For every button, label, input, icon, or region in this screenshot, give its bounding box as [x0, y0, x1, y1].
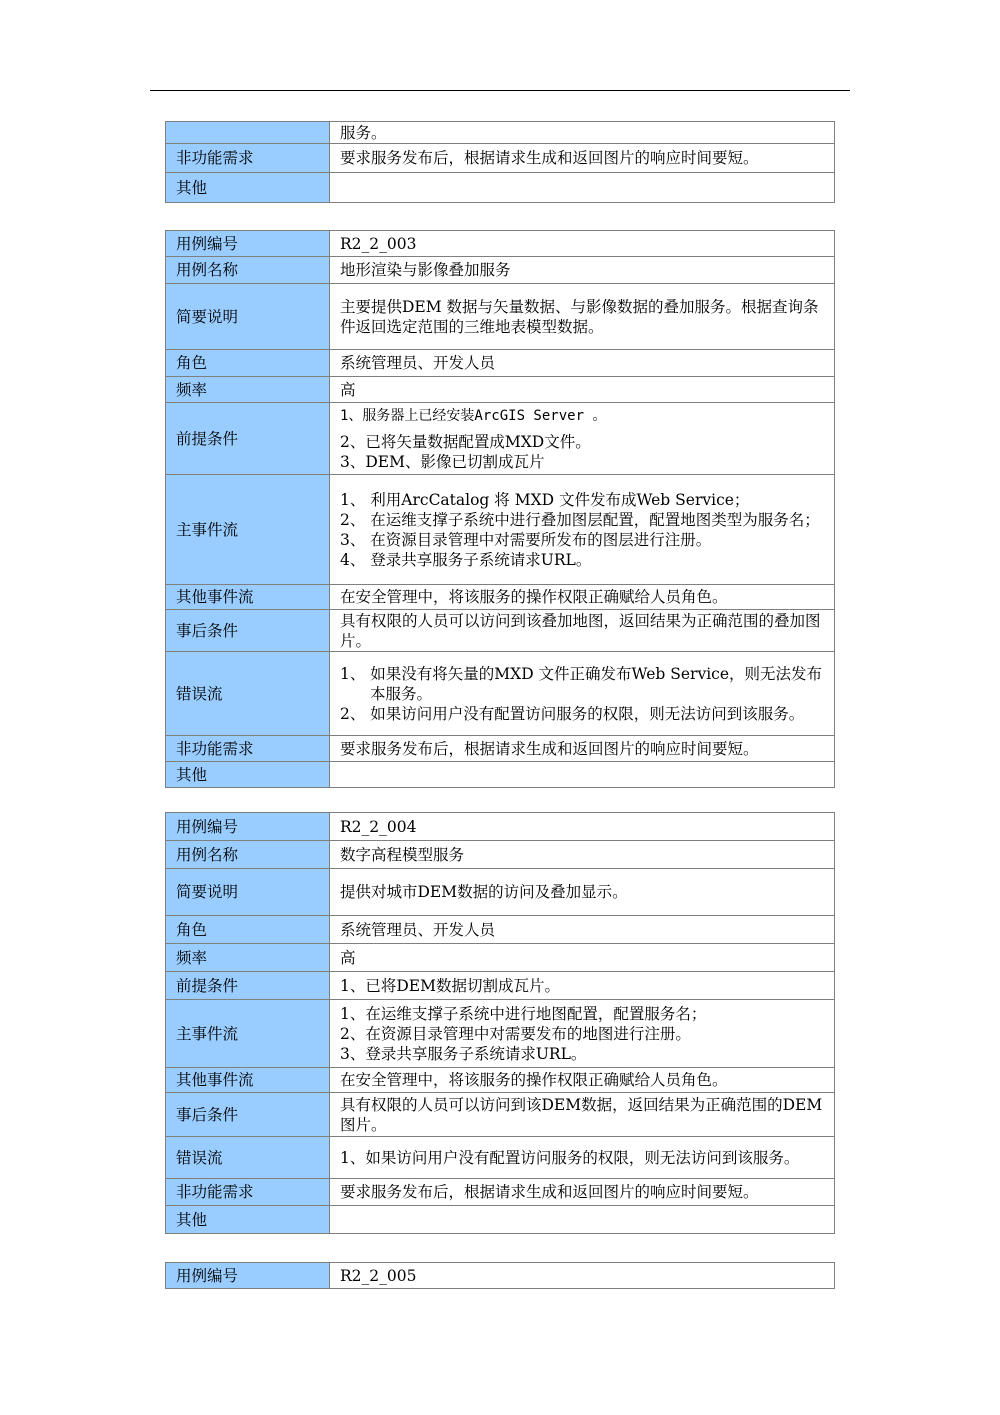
- use-case-frequency: 高: [330, 944, 835, 972]
- freq-label: 频率: [166, 377, 330, 403]
- table-row: [166, 173, 835, 203]
- role-label: 角色: [166, 350, 330, 377]
- precondition-line: 2、已将矢量数据配置成MXD文件。: [340, 432, 591, 451]
- other-flow-label: 其他事件流: [166, 1068, 330, 1093]
- use-case-name: 数字高程模型服务: [330, 841, 835, 869]
- table-row: [166, 1068, 835, 1093]
- table-row: [166, 869, 835, 916]
- error-flow-label: 错误流: [166, 652, 330, 736]
- table-row: [166, 972, 835, 1000]
- use-case-table-continued: [165, 121, 835, 203]
- row-value: 服务。: [330, 122, 835, 144]
- row-value: 要求服务发布后，根据请求生成和返回图片的响应时间要短。: [330, 144, 835, 173]
- id-label: 用例编号: [166, 813, 330, 841]
- table-row: [166, 652, 835, 736]
- table-row: [166, 1093, 835, 1137]
- use-case-id: R2_2_005: [330, 1263, 835, 1289]
- table-row: [166, 813, 835, 841]
- other-flow-label: 其他事件流: [166, 585, 330, 610]
- main-flow: [330, 475, 835, 585]
- use-case-id: R2_2_003: [330, 231, 835, 257]
- id-label: 用例编号: [166, 231, 330, 257]
- table-row: [166, 916, 835, 944]
- table-row: [166, 1137, 835, 1179]
- name-label: 用例名称: [166, 841, 330, 869]
- use-case-table-r2-2-003: [165, 230, 835, 788]
- precondition-line: 1、服务器上已经安装ArcGIS Server 。: [340, 407, 607, 424]
- error-flow: 1、如果访问用户没有配置访问服务的权限，则无法访问到该服务。: [330, 1137, 835, 1179]
- other-flow: 在安全管理中，将该服务的操作权限正确赋给人员角色。: [330, 585, 835, 610]
- table-row: [166, 610, 835, 652]
- table-row: [166, 1263, 835, 1289]
- table-row: [166, 122, 835, 144]
- postconditions: 具有权限的人员可以访问到该DEM数据，返回结果为正确范围的DEM图片。: [330, 1093, 835, 1137]
- table-row: [166, 403, 835, 475]
- use-case-id: R2_2_004: [330, 813, 835, 841]
- use-case-description: 提供对城市DEM数据的访问及叠加显示。: [330, 869, 835, 916]
- id-label: 用例编号: [166, 1263, 330, 1289]
- desc-label: 简要说明: [166, 869, 330, 916]
- desc-label: 简要说明: [166, 284, 330, 350]
- misc-label: 其他: [166, 762, 330, 788]
- error-flow-step: 2、 如果访问用户没有配置访问服务的权限，则无法访问到该服务。: [340, 704, 805, 723]
- main-flow-step: 2、在资源目录管理中对需要发布的地图进行注册。: [340, 1024, 691, 1043]
- misc-value: [330, 1206, 835, 1234]
- table-row: [166, 736, 835, 762]
- nfr-label: 非功能需求: [166, 1179, 330, 1206]
- table-row: [166, 284, 835, 350]
- error-flow-label: 错误流: [166, 1137, 330, 1179]
- row-label: 非功能需求: [166, 144, 330, 173]
- main-flow-step: 1、在运维支撑子系统中进行地图配置，配置服务名；: [340, 1004, 707, 1023]
- table-row: [166, 475, 835, 585]
- preconditions: 1、已将DEM数据切割成瓦片。: [330, 972, 835, 1000]
- main-flow-step: 1、 利用ArcCatalog 将 MXD 文件发布成Web Service；: [340, 490, 750, 509]
- table-row: [166, 1179, 835, 1206]
- misc-label: 其他: [166, 1206, 330, 1234]
- use-case-name: 地形渲染与影像叠加服务: [330, 257, 835, 284]
- main-flow-step: 3、 在资源目录管理中对需要所发布的图层进行注册。: [340, 530, 712, 549]
- pre-label: 前提条件: [166, 972, 330, 1000]
- precondition-line: 3、DEM、影像已切割成瓦片: [340, 452, 545, 471]
- use-case-table-r2-2-005: [165, 1262, 835, 1289]
- main-flow-step: 3、登录共享服务子系统请求URL。: [340, 1044, 587, 1063]
- non-functional-requirement: 要求服务发布后，根据请求生成和返回图片的响应时间要短。: [330, 736, 835, 762]
- post-label: 事后条件: [166, 1093, 330, 1137]
- table-row: [166, 1000, 835, 1068]
- other-flow: 在安全管理中，将该服务的操作权限正确赋给人员角色。: [330, 1068, 835, 1093]
- use-case-frequency: 高: [330, 377, 835, 403]
- main-flow: [330, 1000, 835, 1068]
- main-flow-step: 4、 登录共享服务子系统请求URL。: [340, 550, 592, 569]
- main-flow-label: 主事件流: [166, 475, 330, 585]
- header-rule: [150, 90, 850, 91]
- row-label: 其他: [166, 173, 330, 203]
- post-label: 事后条件: [166, 610, 330, 652]
- table-row: [166, 1206, 835, 1234]
- use-case-role: 系统管理员、开发人员: [330, 350, 835, 377]
- pre-label: 前提条件: [166, 403, 330, 475]
- table-row: [166, 944, 835, 972]
- use-case-role: 系统管理员、开发人员: [330, 916, 835, 944]
- postconditions: 具有权限的人员可以访问到该叠加地图，返回结果为正确范围的叠加图片。: [330, 610, 835, 652]
- preconditions: [330, 403, 835, 475]
- table-row: [166, 257, 835, 284]
- use-case-table-r2-2-004: [165, 812, 835, 1234]
- name-label: 用例名称: [166, 257, 330, 284]
- table-row: [166, 377, 835, 403]
- table-row: [166, 585, 835, 610]
- non-functional-requirement: 要求服务发布后，根据请求生成和返回图片的响应时间要短。: [330, 1179, 835, 1206]
- error-flow: [330, 652, 835, 736]
- use-case-description: 主要提供DEM 数据与矢量数据、与影像数据的叠加服务。根据查询条件返回选定范围的三维地表模型数据。: [330, 284, 835, 350]
- table-row: [166, 231, 835, 257]
- main-flow-label: 主事件流: [166, 1000, 330, 1068]
- row-value: [330, 173, 835, 203]
- table-row: [166, 144, 835, 173]
- row-label: [166, 122, 330, 144]
- misc-value: [330, 762, 835, 788]
- main-flow-step: 2、 在运维支撑子系统中进行叠加图层配置，配置地图类型为服务名；: [340, 510, 820, 529]
- table-row: [166, 762, 835, 788]
- role-label: 角色: [166, 916, 330, 944]
- freq-label: 频率: [166, 944, 330, 972]
- error-flow-step: 1、 如果没有将矢量的MXD 文件正确发布Web Service，则无法发布本服务。: [340, 664, 823, 703]
- nfr-label: 非功能需求: [166, 736, 330, 762]
- table-row: [166, 841, 835, 869]
- table-row: [166, 350, 835, 377]
